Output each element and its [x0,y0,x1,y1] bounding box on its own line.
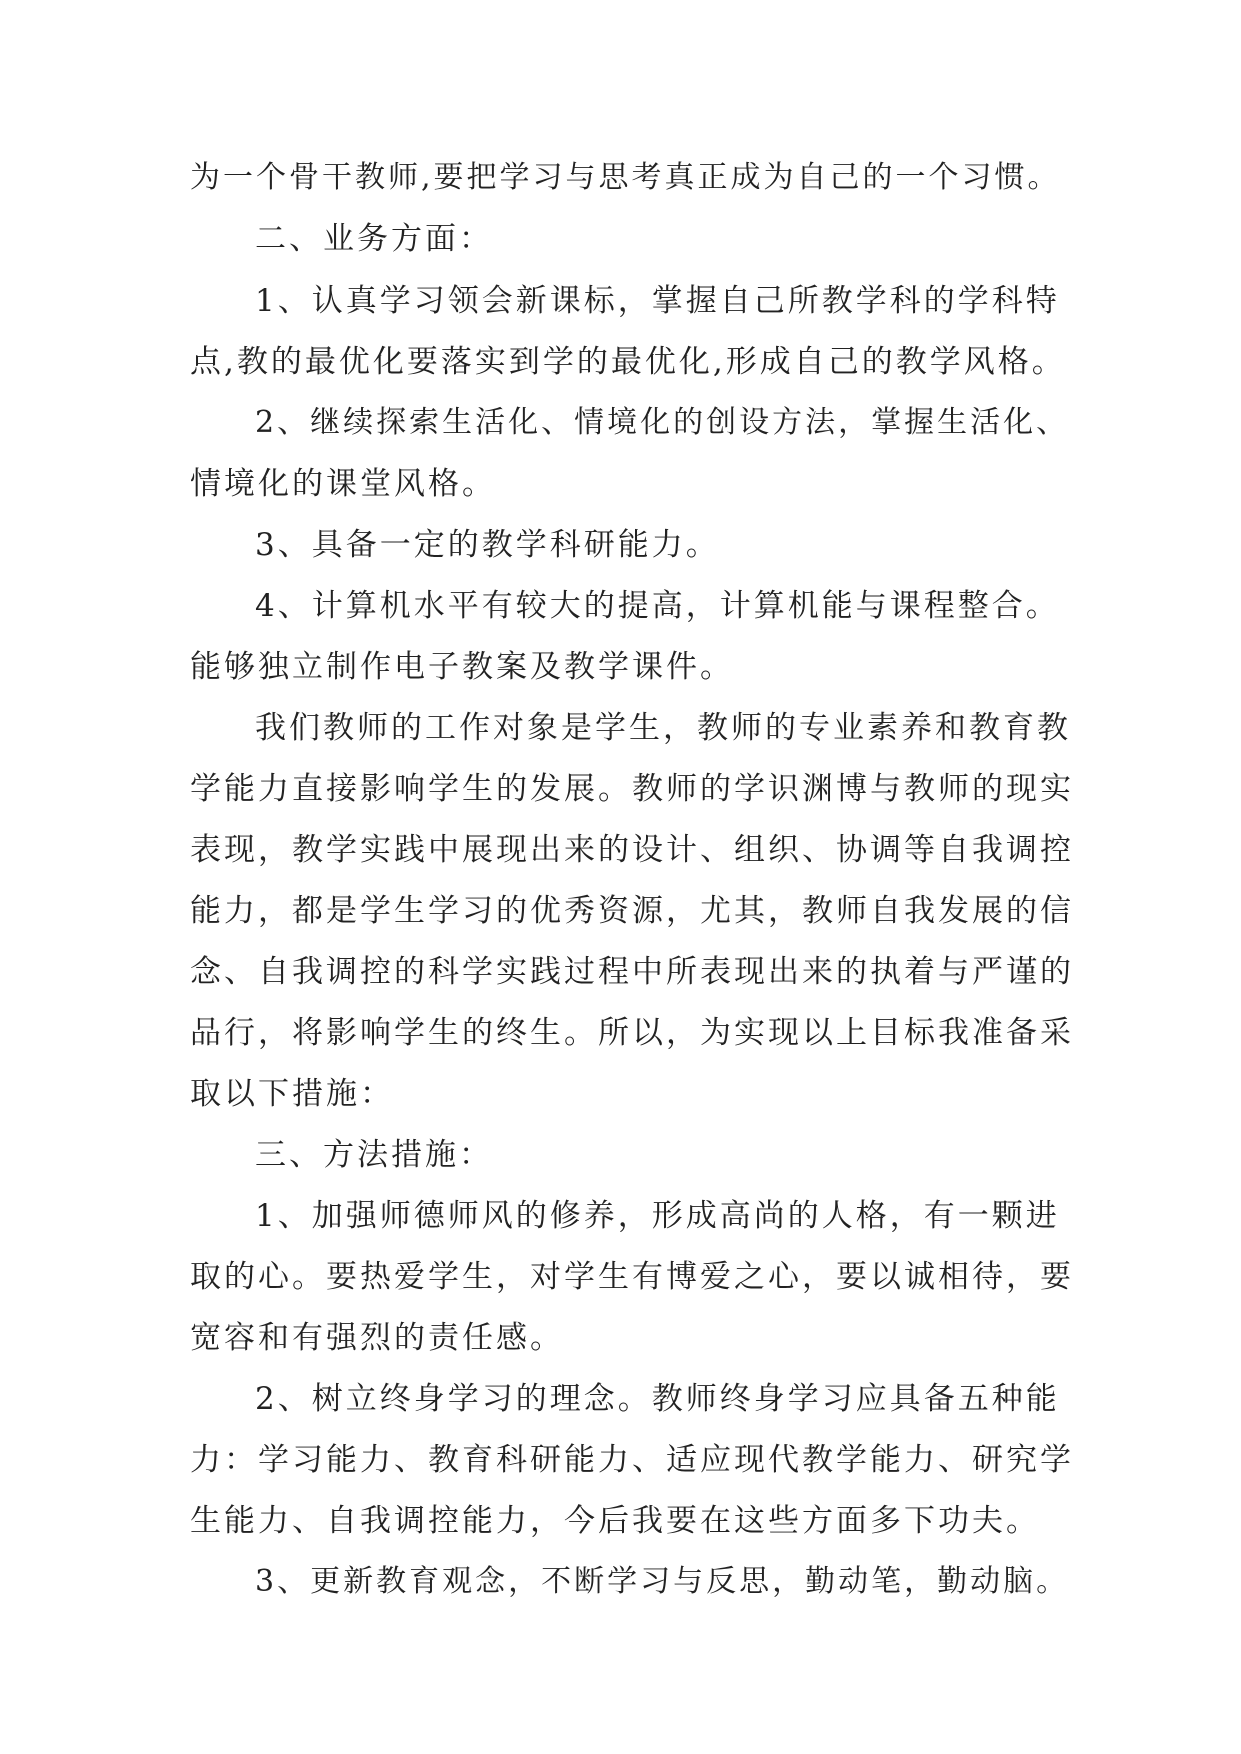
text-line: 1、认真学习领会新课标，掌握自己所教学科的学科特 [255,283,1060,319]
text-line: 点,教的最优化要落实到学的最优化,形成自己的教学风格。 [190,344,1066,380]
text-line: 3、更新教育观念，不断学习与反思，勤动笔，勤动脑。 [255,1564,1070,1599]
text-line: 生能力、自我调控能力，今后我要在这些方面多下功夫。 [190,1503,1040,1539]
text-line: 表现，教学实践中展现出来的设计、组织、协调等自我调控 [190,832,1074,868]
section-heading: 二、业务方面： [255,221,493,257]
text-line: 念、自我调控的科学实践过程中所表现出来的执着与严谨的 [190,954,1074,990]
text-line: 能够独立制作电子教案及教学课件。 [190,649,734,685]
section-heading: 三、方法措施： [255,1137,493,1173]
text-line: 1、加强师德师风的修养，形成高尚的人格，有一颗进 [255,1198,1060,1234]
text-line: 2、继续探索生活化、情境化的创设方法，掌握生活化、 [255,405,1070,440]
text-line: 宽容和有强烈的责任感。 [190,1320,564,1356]
text-line: 取的心。要热爱学生，对学生有博爱之心，要以诚相待，要 [190,1259,1074,1295]
text-line: 取以下措施： [190,1076,394,1112]
text-line: 4、计算机水平有较大的提高，计算机能与课程整合。 [255,588,1060,624]
text-line: 为一个骨干教师,要把学习与思考真正成为自己的一个习惯。 [190,160,1061,195]
text-line: 2、树立终身学习的理念。教师终身学习应具备五种能 [255,1381,1060,1417]
text-line: 品行，将影响学生的终生。所以，为实现以上目标我准备采 [190,1015,1074,1051]
text-line: 力：学习能力、教育科研能力、适应现代教学能力、研究学 [190,1442,1074,1478]
text-line: 情境化的课堂风格。 [190,466,496,502]
text-line: 3、具备一定的教学科研能力。 [255,527,720,563]
text-line: 我们教师的工作对象是学生，教师的专业素养和教育教 [255,710,1071,746]
text-line: 学能力直接影响学生的发展。教师的学识渊博与教师的现实 [190,771,1074,807]
text-line: 能力，都是学生学习的优秀资源，尤其，教师自我发展的信 [190,893,1074,929]
